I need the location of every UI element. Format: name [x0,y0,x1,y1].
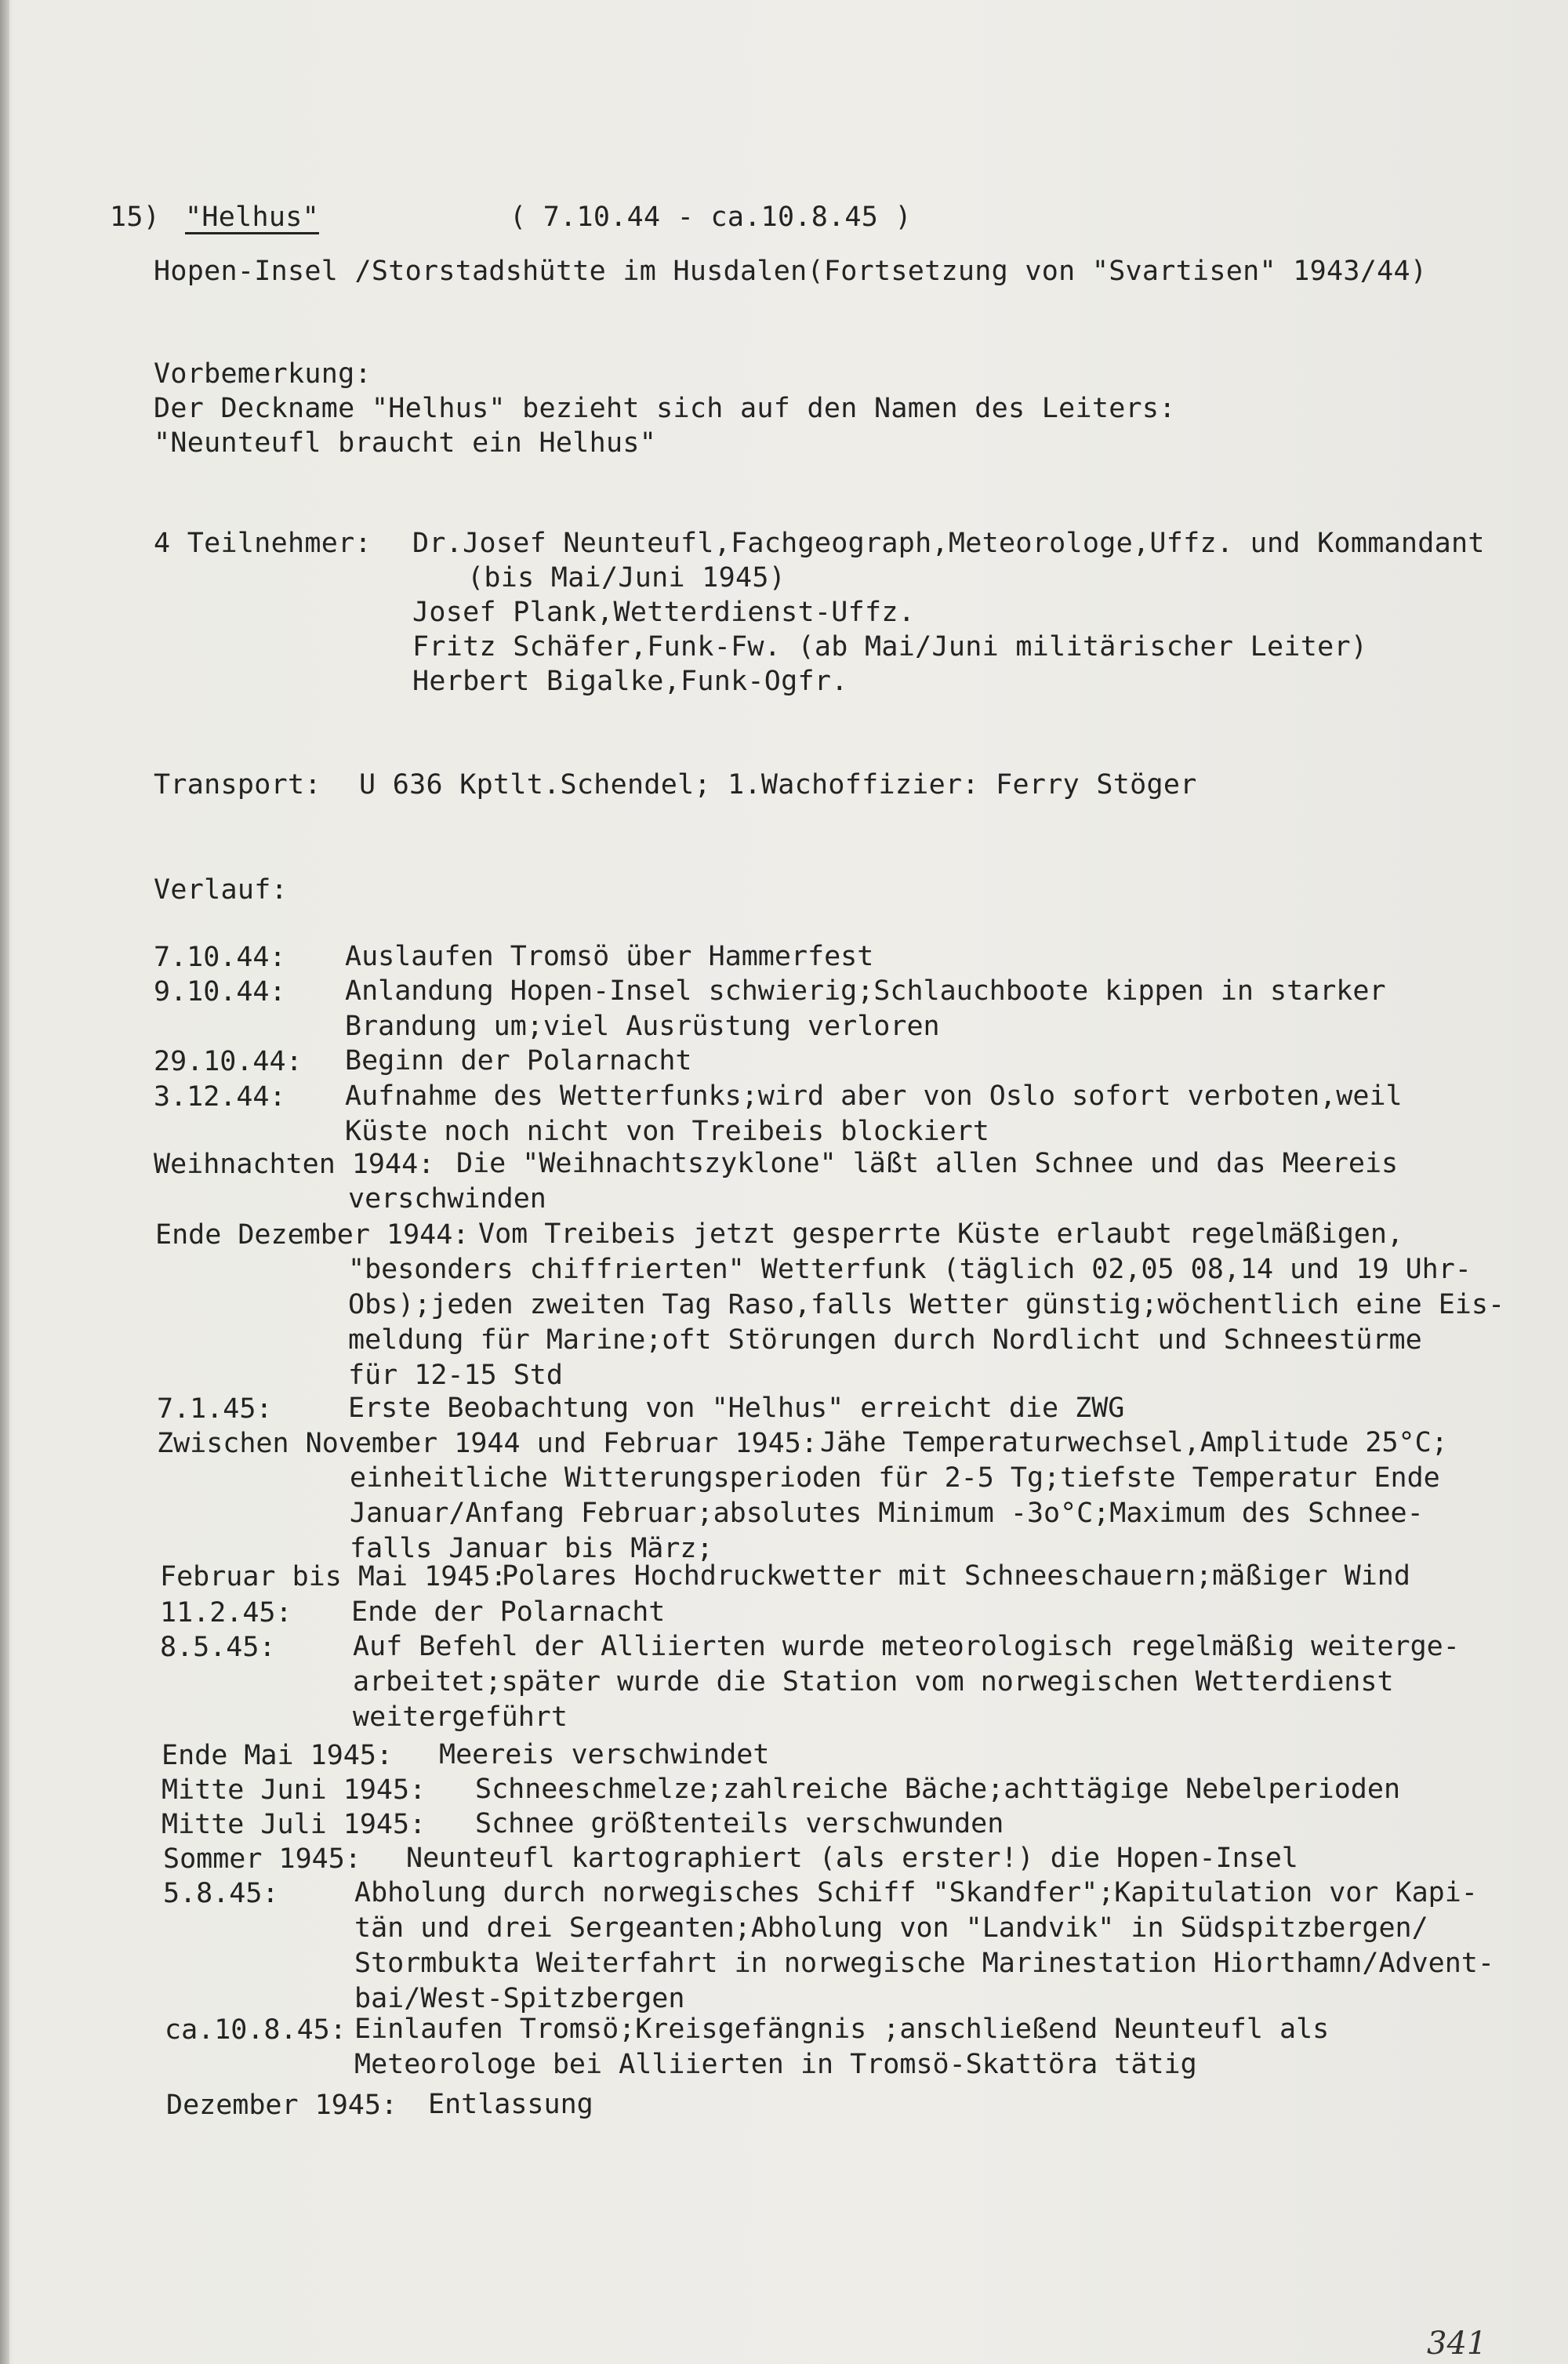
transport-text: U 636 Kptlt.Schendel; 1.Wachoffizier: Ferry Stöger [359,769,1197,801]
entry-text: Meereis verschwindet [439,1739,770,1770]
entry-text: Polares Hochdruckwetter mit Schneeschauern;mäßiger Wind [502,1560,1410,1592]
page-number: 341 [1427,2326,1487,2362]
entry-date: Februar bis Mai 1945: [160,1561,507,1592]
preliminary-line-2: "Neunteufl braucht ein Helhus" [154,427,657,459]
entry-text: Erste Beobachtung von "Helhus" erreicht die ZWG [348,1393,1125,1424]
section-period: ( 7.10.44 - ca.10.8.45 ) [510,202,912,233]
participant-4: Herbert Bigalke,Funk-Ogfr. [412,666,848,697]
entry-text: Einlaufen Tromsö;Kreisgefängnis ;anschließend Neunteufl als [354,2014,1330,2045]
entry-date: 8.5.45: [160,1632,276,1663]
entry-text-continued: einheitliche Witterungsperioden für 2-5 Tg;tiefste Temperatur Ende Januar/Anfang Februar;absolutes Minimum -3o°C;Maximum des Schnee- falls Januar bis März; [350,1462,1440,1564]
participant-1-note: (bis Mai/Juni 1945) [467,562,786,594]
entry-text-continued: verschwinden [348,1183,546,1215]
participant-1: Dr.Josef Neunteufl,Fachgeograph,Meteorologe,Uffz. und Kommandant [412,528,1485,559]
page-binding-edge [0,0,9,2364]
participants-label: 4 Teilnehmer: [154,528,372,559]
entry-text: Anlandung Hopen-Insel schwierig;Schlauchboote kippen in starker Brandung um;viel Ausrüstung verloren [345,975,1386,1042]
section-number: 15) [110,202,161,233]
entry-date: Weihnachten 1944: [154,1149,435,1180]
entry-text: Die "Weihnachtszyklone" läßt allen Schnee und das Meereis [456,1148,1399,1179]
entry-text: Ende der Polarnacht [351,1596,666,1628]
entry-date: Mitte Juni 1945: [162,1774,426,1806]
entry-date: 11.2.45: [160,1597,292,1629]
entry-text: Jähe Temperaturwechsel,Amplitude 25°C; [820,1427,1448,1458]
participant-3: Fritz Schäfer,Funk-Fw. (ab Mai/Juni militärischer Leiter) [412,631,1368,663]
entry-date: Ende Mai 1945: [162,1740,394,1771]
entry-date: Dezember 1945: [166,2090,398,2121]
entry-text: Vom Treibeis jetzt gesperrte Küste erlaubt regelmäßigen, [478,1218,1404,1250]
entry-text: Auslaufen Tromsö über Hammerfest [345,941,874,972]
transport-label: Transport: [154,769,321,801]
preliminary-label: Vorbemerkung: [154,358,372,390]
participant-2: Josef Plank,Wetterdienst-Uffz. [412,597,916,628]
course-label: Verlauf: [154,874,288,906]
entry-text-continued: Meteorologe bei Alliierten in Tromsö-Skattöra tätig [354,2049,1197,2080]
entry-text: Schnee größtenteils verschwunden [475,1808,1004,1839]
entry-date: Mitte Juli 1945: [162,1809,426,1840]
entry-date: Sommer 1945: [163,1843,361,1875]
entry-date: 7.10.44: [154,942,286,973]
location-line: Hopen-Insel /Storstadshütte im Husdalen(Fortsetzung von "Svartisen" 1943/44) [154,256,1428,287]
entry-date: Zwischen November 1944 und Februar 1945: [157,1428,818,1459]
entry-text: Auf Befehl der Alliierten wurde meteorologisch regelmäßig weiterge- arbeitet;später wurde die Station vom norwegischen Wetterdienst weitergeführt [353,1631,1460,1733]
entry-text: Schneeschmelze;zahlreiche Bäche;achttägige Nebelperioden [475,1774,1401,1805]
section-title: "Helhus" [185,202,319,233]
entry-text: Beginn der Polarnacht [345,1045,692,1077]
entry-date: 29.10.44: [154,1046,303,1077]
entry-date: 3.12.44: [154,1081,286,1113]
entry-text-continued: "besonders chiffrierten" Wetterfunk (täglich 02,05 08,14 und 19 Uhr- Obs);jeden zweiten Tag Raso,falls Wetter günstig;wöchentlich eine Eis- meldung für Marine;oft Störungen durch Nordlicht und Schneestürme für 12-15 Std [348,1254,1505,1391]
entry-date: ca.10.8.45: [165,2014,347,2046]
entry-text: Abholung durch norwegisches Schiff "Skandfer";Kapitulation vor Kapi- tän und drei Sergeanten;Abholung von "Landvik" in Südspitzbergen/ Stormbukta Weiterfahrt in norwegische Marinestation Hiorthamn/Advent- bai/West-Spitzbergen [354,1877,1494,2014]
entry-text: Aufnahme des Wetterfunks;wird aber von Oslo sofort verboten,weil Küste noch nicht von Treibeis blockiert [345,1080,1403,1147]
preliminary-line-1: Der Deckname "Helhus" bezieht sich auf den Namen des Leiters: [154,393,1176,424]
entry-text: Neunteufl kartographiert (als erster!) die Hopen-Insel [406,1843,1298,1874]
entry-date: 9.10.44: [154,976,286,1008]
entry-date: Ende Dezember 1944: [155,1219,470,1251]
entry-date: 5.8.45: [163,1878,279,1909]
entry-text: Entlassung [428,2089,593,2120]
entry-date: 7.1.45: [157,1393,273,1425]
